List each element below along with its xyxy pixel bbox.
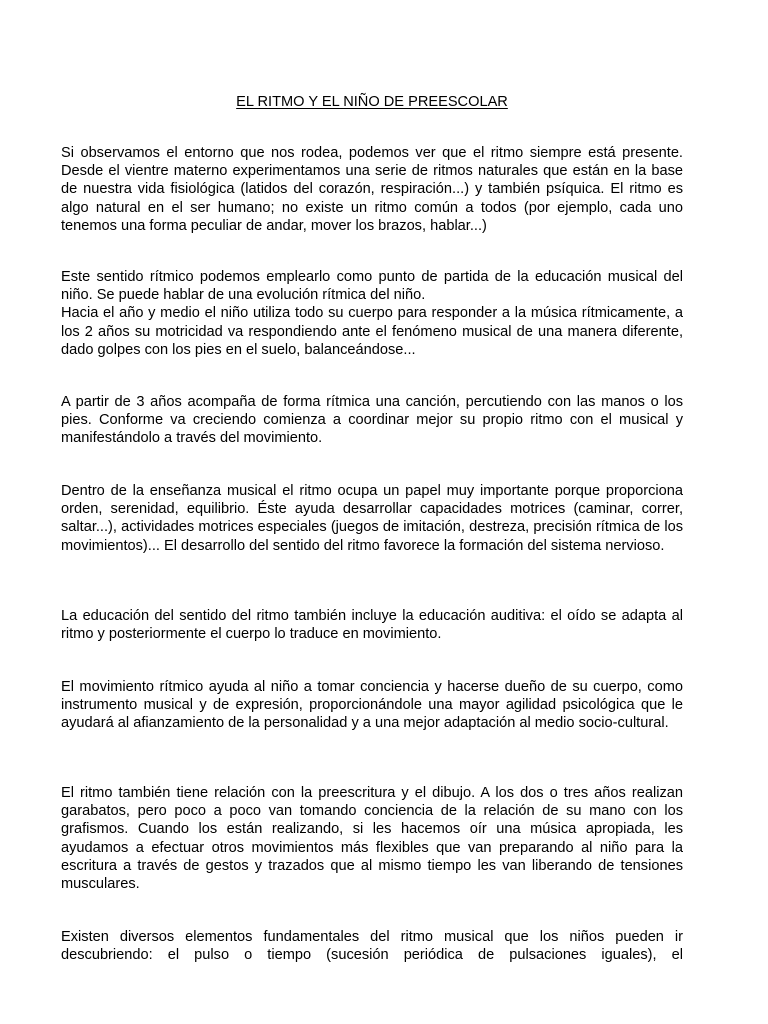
paragraph-elementos-ritmo: Existen diversos elementos fundamentales del ritmo musical que los niños pueden ir descubriendo: el pulso o tiempo (sucesión periódica de pulsaciones iguales), el	[61, 929, 683, 964]
paragraph-sentido-ritmico: Este sentido rítmico podemos emplearlo como punto de partida de la educación musical del niño. Se puede hablar de una evolución rítmica del niño. Hacia el año y medio el niño utiliza todo su cuerpo para responder a la música rítmicamente, a los 2 años su motricidad va respondiendo ante el fenómeno musical de una manera diferente, dado golpes con los pies en el suelo, balanceándose...	[61, 269, 683, 358]
paragraph-movimiento-ritmico: El movimiento rítmico ayuda al niño a tomar conciencia y hacerse dueño de su cuerpo, como instrumento musical y de expresión, proporcionándole una mayor agilidad psicológica que le ayudará al afianzamiento de la personalidad y a una mejor adaptación al medio socio-cultural.	[61, 679, 683, 732]
document-title: EL RITMO Y EL NIÑO DE PREESCOLAR	[236, 94, 508, 110]
paragraph-ritmo-entorno: Si observamos el entorno que nos rodea, podemos ver que el ritmo siempre está presente. Desde el vientre materno experimentamos una serie de ritmos naturales que están en la base de nuestra vida fisiológica (latidos del corazón, respiración...) y también psíquica. El ritmo es algo natural en el ser humano; no existe un ritmo común a todos (por ejemplo, cada uno tenemos una forma peculiar de andar, mover los brazos, hablar...)	[61, 145, 683, 234]
paragraph-ensenanza-musical: Dentro de la enseñanza musical el ritmo ocupa un papel muy importante porque proporciona orden, serenidad, equilibrio. Éste ayuda desarrollar capacidades motrices (caminar, correr, saltar...), actividades motrices especiales (juegos de imitación, destreza, precisión rítmica de los movimientos)... El desarrollo del sentido del ritmo favorece la formación del sistema nervioso.	[61, 483, 683, 554]
paragraph-preescritura: El ritmo también tiene relación con la preescritura y el dibujo. A los dos o tres años realizan garabatos, pero poco a poco van tomando conciencia de la relación de su mano con los grafismos. Cuando los están realizando, si les hacemos oír una música apropiada, les ayudamos a efectuar otros movimientos más flexibles que van preparando al niño para la escritura a través de gestos y trazados que al mismo tiempo les van liberando de tensiones musculares.	[61, 785, 683, 893]
paragraph-tres-anos: A partir de 3 años acompaña de forma rítmica una canción, percutiendo con las manos o los pies. Conforme va creciendo comienza a coordinar mejor su propio ritmo con el musical y manifestándolo a través del movimiento.	[61, 394, 683, 447]
paragraph-educacion-auditiva: La educación del sentido del ritmo también incluye la educación auditiva: el oído se adapta al ritmo y posteriormente el cuerpo lo traduce en movimiento.	[61, 608, 683, 643]
